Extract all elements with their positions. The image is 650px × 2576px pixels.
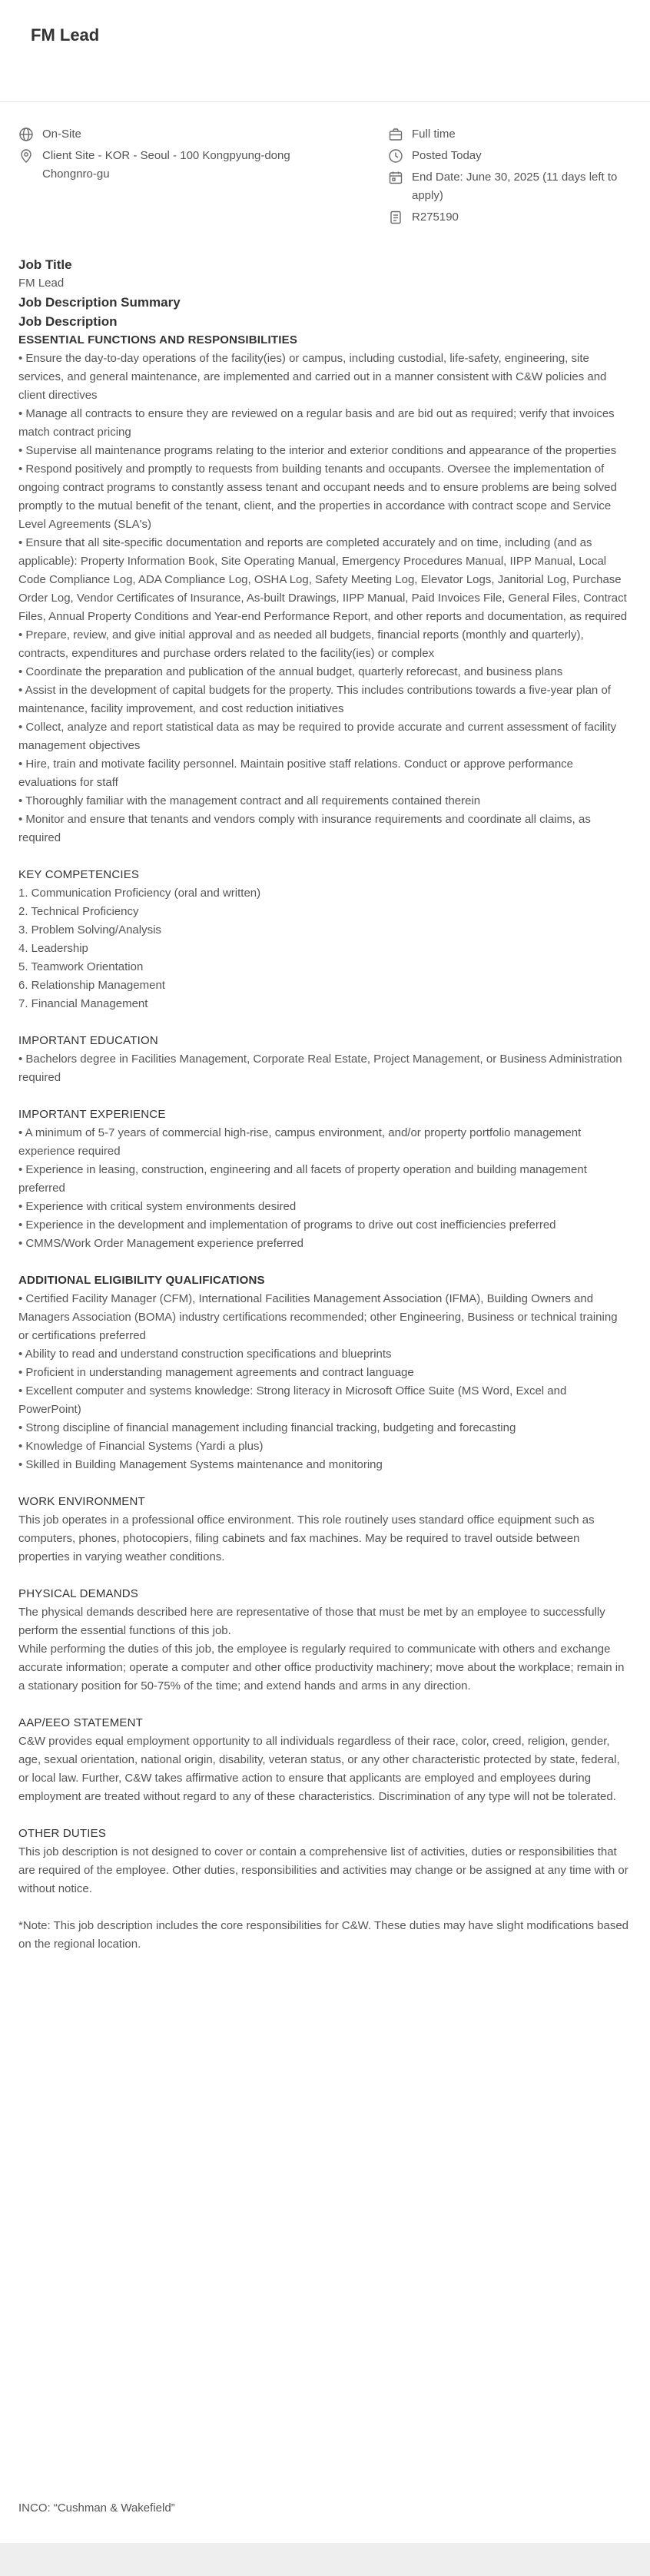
requisition-id-text: R275190	[412, 211, 459, 224]
job-header	[0, 0, 650, 102]
qualifications-list	[18, 1290, 630, 1474]
physical-demands-text-1: The physical demands described here are representative of those that must be met by an employee to successfully perform the essential functions of this job.	[18, 1606, 605, 1637]
list-item: • Collect, analyze and report statistical data as may be required to provide accurate and current assessment of facility management objectives	[18, 721, 617, 752]
list-item: • Manage all contracts to ensure they are reviewed on a regular basis and are bid out as required; verify that invoices match contract pricing	[18, 407, 615, 439]
job-location	[18, 147, 326, 184]
location-pin-icon	[18, 148, 34, 164]
list-item: • Supervise all maintenance programs relating to the interior and exterior conditions and appearance of the properties	[18, 444, 617, 457]
clock-icon	[388, 148, 403, 164]
id-badge-icon	[388, 210, 403, 225]
other-duties-text: This job description is not designed to cover or contain a comprehensive list of activities, duties or responsibilities that are required of the employee. Other duties, responsibilities and activities may change or be assigned at any time with or without notice.	[18, 1845, 628, 1895]
work-location-type	[18, 125, 326, 144]
work-location-type-text: On-Site	[42, 128, 81, 141]
list-item: • Ensure the day-to-day operations of the facility(ies) or campus, including custodial, life-safety, engineering, site services, and general maintenance, are implemented and carried out in a manner consistent with C&W policies and client directives	[18, 352, 607, 402]
list-item: 4. Leadership	[18, 942, 88, 955]
experience-list	[18, 1124, 630, 1253]
list-item: • Monitor and ensure that tenants and vendors comply with insurance requirements and coordinate all claims, as required	[18, 813, 591, 844]
employment-type	[388, 125, 649, 144]
list-item: 7. Financial Management	[18, 997, 148, 1010]
list-item: • Ability to read and understand construction specifications and blueprints	[18, 1348, 392, 1361]
globe-icon	[18, 127, 34, 142]
regional-note: *Note: This job description includes the core responsibilities for C&W. These duties may have slight modifications based on the regional location.	[18, 1919, 629, 1951]
qualifications-heading: ADDITIONAL ELIGIBILITY QUALIFICATIONS	[18, 1274, 265, 1287]
other-duties-heading: OTHER DUTIES	[18, 1827, 107, 1840]
calendar-icon	[388, 170, 403, 185]
job-description-label: Job Description	[18, 314, 118, 329]
list-item: • Coordinate the preparation and publication of the annual budget, quarterly reforecast, and business plans	[18, 665, 563, 678]
list-item: • Experience in the development and implementation of programs to drive out cost inefficiencies preferred	[18, 1218, 556, 1232]
posted-date-text: Posted Today	[412, 149, 482, 162]
physical-demands-text-2: While performing the duties of this job, the employee is regularly required to communicate with others and exchange accurate information; operate a computer and other office productivity machinery; move about the workplace; remain in a stationary position for 50-75% of the time; and extend hands and arms in any direction.	[18, 1643, 625, 1692]
list-item: • Proficient in understanding management agreements and contract language	[18, 1366, 414, 1379]
list-item: • Bachelors degree in Facilities Management, Corporate Real Estate, Project Management, or Business Administration required	[18, 1053, 622, 1084]
job-summary-label: Job Description Summary	[18, 295, 181, 310]
essential-functions-heading: ESSENTIAL FUNCTIONS AND RESPONSIBILITIES	[18, 333, 298, 346]
list-item: • Knowledge of Financial Systems (Yardi a plus)	[18, 1440, 264, 1453]
education-heading: IMPORTANT EDUCATION	[18, 1034, 158, 1047]
list-item: • A minimum of 5-7 years of commercial high-rise, campus environment, and/or property portfolio management experience required	[18, 1126, 582, 1158]
end-date-text: End Date: June 30, 2025 (11 days left to apply)	[412, 171, 618, 202]
list-item: 3. Problem Solving/Analysis	[18, 923, 161, 937]
list-item: 5. Teamwork Orientation	[18, 960, 144, 973]
work-environment-heading: WORK ENVIRONMENT	[18, 1495, 145, 1508]
inco-text: INCO: “Cushman & Wakefield”	[18, 2501, 175, 2515]
employment-type-text: Full time	[412, 128, 456, 141]
list-item: • Experience with critical system environments desired	[18, 1200, 297, 1213]
posted-date	[388, 147, 649, 165]
essential-functions-list	[18, 350, 630, 847]
aap-eeo-text: C&W provides equal employment opportunity to all individuals regardless of their race, color, creed, religion, gender, age, sexual orientation, national origin, disability, veteran status, or any other characteristic protected by state, federal, or local law. Further, C&W takes affirmative action to ensure that applicants are employed and employees during employment are treated without regard to any of these characteristics. Discrimination of any type will not be tolerated.	[18, 1735, 620, 1803]
physical-demands-heading: PHYSICAL DEMANDS	[18, 1587, 139, 1600]
list-item: • Excellent computer and systems knowledge: Strong literacy in Microsoft Office Suite (MS Word, Excel and PowerPoint)	[18, 1384, 567, 1416]
list-item: • Hire, train and motivate facility personnel. Maintain positive staff relations. Conduct or approve performance evaluations for staff	[18, 758, 573, 789]
list-item: • Ensure that all site-specific documentation and reports are completed accurately and on time, including (and as applicable): Property Information Book, Site Operating Manual, Emergency Procedures Manual, IIPP Manual, Local Code Compliance Log, ADA Compliance Log, OSHA Log, Safety Meeting Log, Elevator Logs, Janitorial Log, Purchase Order Log, Vendor Certificates of Insurance, As-built Drawings, IIPP Manual, Paid Invoices File, General Files, Contract Files, Annual Property Conditions and Year-end Performance Report, and other reports and documentation, as required	[18, 536, 628, 623]
key-competencies-list	[18, 884, 630, 1013]
list-item: 6. Relationship Management	[18, 979, 165, 992]
aap-eeo-heading: AAP/EEO STATEMENT	[18, 1716, 144, 1729]
experience-heading: IMPORTANT EXPERIENCE	[18, 1108, 166, 1121]
requisition-id	[388, 208, 649, 227]
list-item: • CMMS/Work Order Management experience preferred	[18, 1237, 303, 1250]
list-item: • Prepare, review, and give initial approval and as needed all budgets, financial reports (monthly and quarterly), contracts, expenditures and purchase orders related to the facility(ies) or complex	[18, 628, 584, 660]
list-item: 2. Technical Proficiency	[18, 905, 139, 918]
list-item: • Experience in leasing, construction, engineering and all facets of property operation and building management preferred	[18, 1163, 587, 1195]
job-location-text: Client Site - KOR - Seoul - 100 Kongpyung-dong Chongnro-gu	[42, 149, 290, 181]
briefcase-icon	[388, 127, 403, 142]
job-meta-right	[388, 125, 649, 230]
list-item: • Respond positively and promptly to requests from building tenants and occupants. Oversee the implementation of ongoing contract programs to constantly assess tenant and occupant needs and to ensure problems are being solved promptly to the mutual benefit of the tenant, client, and the properties in accordance with contract scope and Service Level Agreements (SLA's)	[18, 462, 617, 531]
list-item: • Thoroughly familiar with the management contract and all requirements contained therein	[18, 794, 481, 807]
education-list	[18, 1050, 630, 1087]
end-date	[388, 168, 649, 205]
list-item: • Assist in the development of capital budgets for the property. This includes contributions towards a five-year plan of maintenance, facility improvement, and cost reduction initiatives	[18, 684, 611, 715]
key-competencies-heading: KEY COMPETENCIES	[18, 868, 140, 881]
page-title: FM Lead	[31, 25, 100, 45]
list-item: • Skilled in Building Management Systems maintenance and monitoring	[18, 1458, 383, 1471]
job-title-label: Job Title	[18, 257, 72, 272]
job-meta-left	[18, 125, 326, 187]
work-environment-text: This job operates in a professional office environment. This role routinely uses standard office equipment such as computers, phones, photocopiers, filing cabinets and fax machines. May be required to travel outside between properties in varying weather conditions.	[18, 1513, 595, 1563]
list-item: • Certified Facility Manager (CFM), International Facilities Management Association (IFMA), Building Owners and Managers Association (BOMA) industry certifications recommended; other Engineering, Business or technical training or certifications preferred	[18, 1292, 618, 1342]
list-item: 1. Communication Proficiency (oral and written)	[18, 887, 261, 900]
list-item: • Strong discipline of financial management including financial tracking, budgeting and forecasting	[18, 1421, 516, 1434]
job-title-value: FM Lead	[18, 277, 65, 290]
job-description	[18, 256, 630, 1954]
